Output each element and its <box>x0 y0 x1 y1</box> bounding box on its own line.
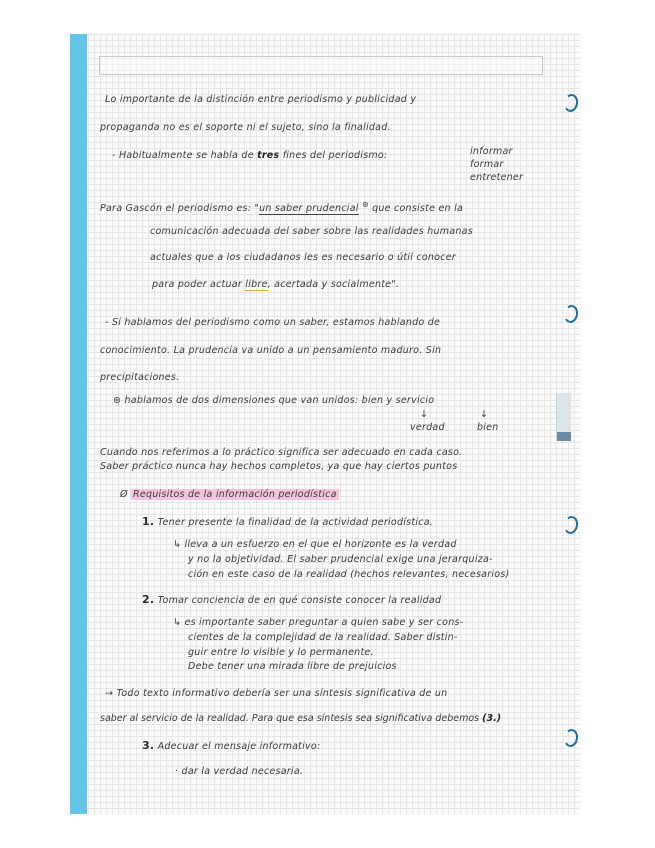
note-text: , acertada y socialmente". <box>267 279 400 290</box>
list-item: informar <box>470 146 513 157</box>
note-line: conocimiento. La prudencia va unido a un pensamiento maduro. Sin <box>100 345 442 356</box>
bullet-icon: Ø <box>120 489 128 500</box>
note-line: ción en este caso de la realidad (hechos relevantes, necesarios) <box>188 569 510 580</box>
item-title: Tener presente la finalidad de la actividad periodística. <box>157 517 434 528</box>
note-line: comunicación adecuada del saber sobre las realidades humanas <box>150 226 473 237</box>
highlighted-heading: Requisitos de la información periodística <box>133 489 337 500</box>
dimension-label: verdad <box>410 422 445 433</box>
note-line <box>112 151 387 161</box>
underlined-term: un saber prudencial <box>259 203 359 215</box>
note-line: actuales que a los ciudadanos les es necesario o útil conocer <box>150 252 456 263</box>
note-line: Debe tener una mirada libre de prejuicios <box>188 661 397 672</box>
note-line: propaganda no es el soporte ni el sujeto, sino la finalidad. <box>100 122 391 133</box>
item-number: 1. <box>142 515 155 528</box>
list-item <box>142 594 441 606</box>
note-line: - Si hablamos del periodismo como un saber, estamos hablando de <box>105 317 441 328</box>
note-line: ⊛ hablamos de dos dimensiones que van unidos: bien y servicio <box>113 395 435 406</box>
note-text: fines del periodismo: <box>282 150 388 161</box>
list-item: entretener <box>470 172 524 183</box>
header-box <box>99 56 543 75</box>
list-item <box>142 740 320 752</box>
note-line: → Todo texto informativo debería ser una síntesis significativa de un <box>105 688 448 699</box>
note-line: Lo importante de la distinción entre periodismo y publicidad y <box>105 94 417 105</box>
note-line <box>100 201 463 214</box>
note-line: y no la objetividad. El saber prudencial exige una jerarquiza- <box>188 554 493 565</box>
item-title: Adecuar el mensaje informativo: <box>157 741 321 752</box>
note-text: para poder actuar <box>152 279 243 290</box>
asterisk-mark: ⊛ <box>361 200 369 209</box>
blue-margin-strip <box>70 34 87 814</box>
emphasis-text: tres <box>257 150 280 161</box>
note-text: saber al servicio de la realidad. Para que esa síntesis sea significativa debemos <box>100 713 480 724</box>
note-line: precipitaciones. <box>100 372 180 383</box>
note-line: ↳ lleva a un esfuerzo en el que el horizonte es la verdad <box>173 539 457 550</box>
note-text: - Habitualmente se habla de <box>112 150 254 161</box>
note-line <box>100 714 501 724</box>
note-text: Para Gascón el periodismo es: " <box>100 203 260 215</box>
emphasis-text: (3.) <box>482 713 502 724</box>
item-title: Tomar conciencia de en qué consiste conocer la realidad <box>157 595 442 606</box>
note-text: que consiste en la <box>372 203 464 215</box>
item-number: 2. <box>142 593 155 606</box>
note-line: Saber práctico nunca hay hechos completos, ya que hay ciertos puntos <box>100 461 458 472</box>
dimension-label: bien <box>477 422 499 433</box>
arrow-icon: ↓ <box>480 409 489 420</box>
page-divider-tab <box>556 393 571 441</box>
note-line: guir entre lo visible y lo permanente. <box>188 647 374 658</box>
item-number: 3. <box>142 739 155 752</box>
list-item <box>142 516 433 528</box>
arrow-icon: ↓ <box>420 409 429 420</box>
note-line: cientes de la complejidad de la realidad. Saber distin- <box>188 632 458 643</box>
note-line <box>152 280 399 290</box>
section-heading <box>120 490 339 500</box>
list-item: formar <box>470 159 504 170</box>
underlined-term: libre <box>245 279 268 290</box>
note-line: · dar la verdad necesaria. <box>175 766 304 777</box>
note-line: ↳ es importante saber preguntar a quien sabe y ser cons- <box>173 617 464 628</box>
note-line: Cuando nos referimos a lo práctico significa ser adecuado en cada caso. <box>100 447 463 458</box>
